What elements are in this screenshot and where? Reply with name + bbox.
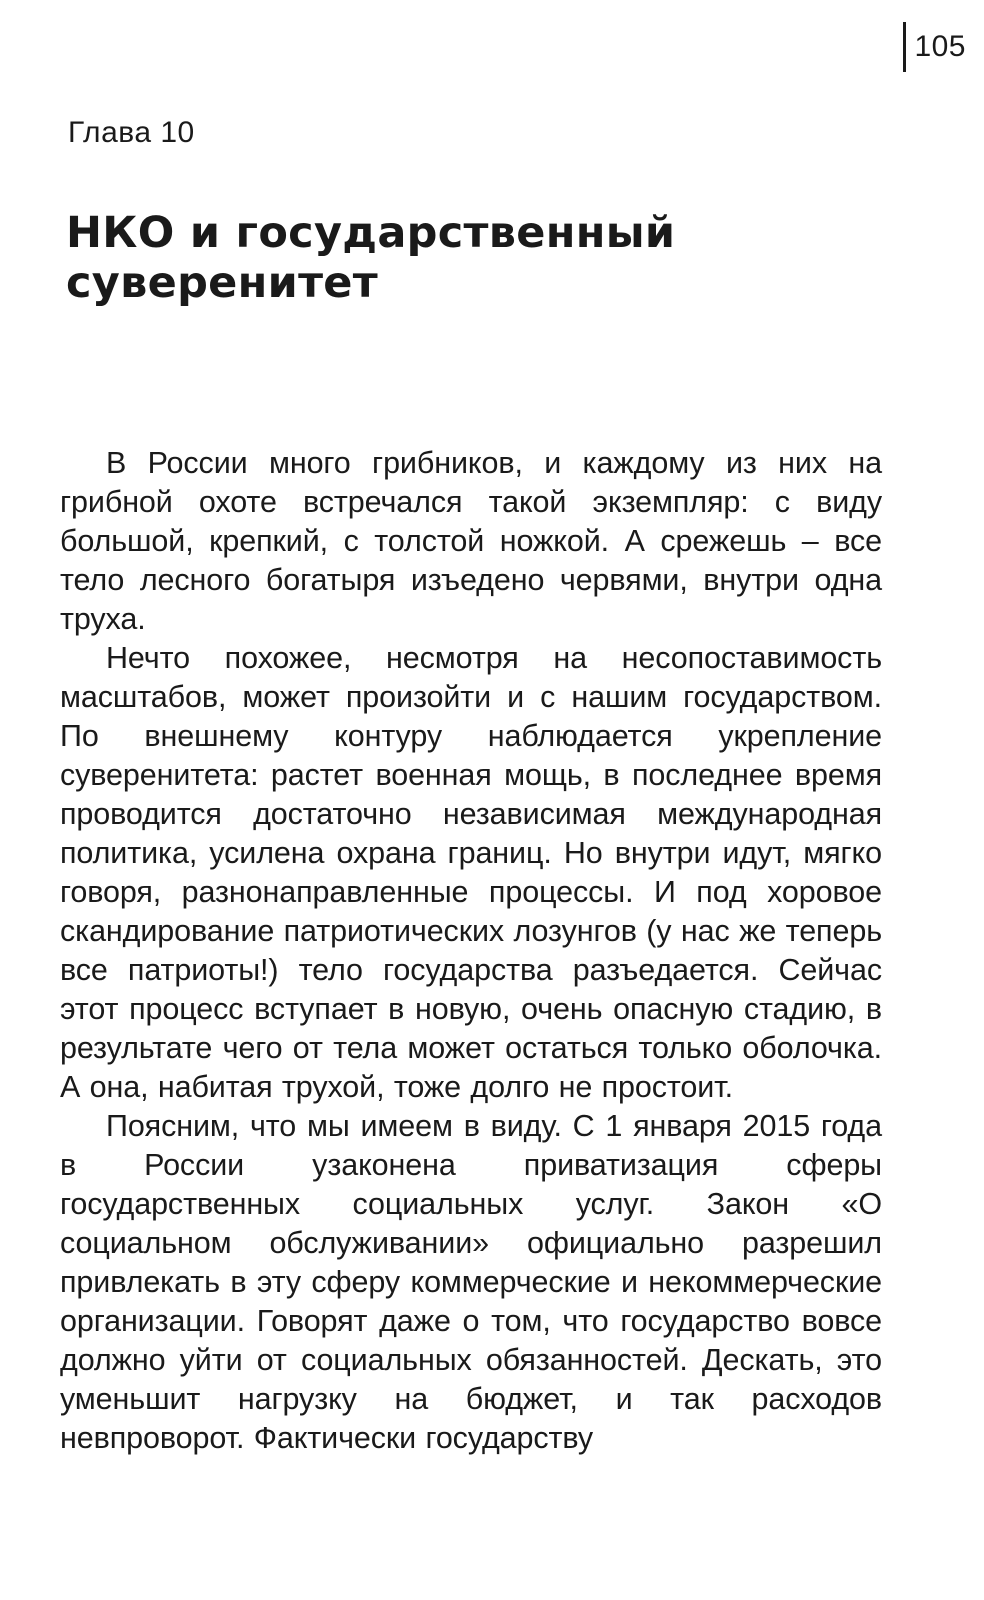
page-number: 105 (914, 30, 966, 63)
paragraph-1: В России много грибников, и каждому из них на грибной охоте встречался такой экземпляр: с виду большой, крепкий, с толстой ножкой. А срежешь – все тело лесного богатыря изъедено червями, внутри одна труха. (60, 446, 882, 636)
paragraph-2: Нечто похожее, несмотря на несопоставимость масштабов, может произойти и с нашим государством. По внешнему контуру наблюдается укрепление суверенитета: растет военная мощь, в последнее время проводится достаточно независимая международная политика, усилена охрана границ. Но внутри идут, мягко говоря, разнонаправленные процессы. И под хоровое скандирование патриотических лозунгов (у нас же теперь все патриоты!) тело государства разъедается. Сейчас этот процесс вступает в новую, очень опасную стадию, в результате чего от тела может остаться только оболочка. А она, набитая трухой, тоже долго не простоит. (60, 641, 882, 1104)
chapter-label: Глава 10 (68, 116, 195, 149)
body-text (60, 444, 882, 1458)
page-number-rule (903, 22, 906, 72)
paragraph-3: Поясним, что мы имеем в виду. С 1 января 2015 года в России узаконена приватизация сферы государственных социальных услуг. Закон «О социальном обслуживании» официально разрешил привлекать в эту сферу коммерческие и некоммерческие организации. Говорят даже о том, что государство вовсе должно уйти от социальных обязанностей. Дескать, это уменьшит нагрузку на бюджет, и так расходов невпроворот. Фактически государству (60, 1109, 882, 1455)
chapter-title: НКО и государственный суверенитет (66, 208, 676, 308)
page-header (903, 22, 966, 72)
